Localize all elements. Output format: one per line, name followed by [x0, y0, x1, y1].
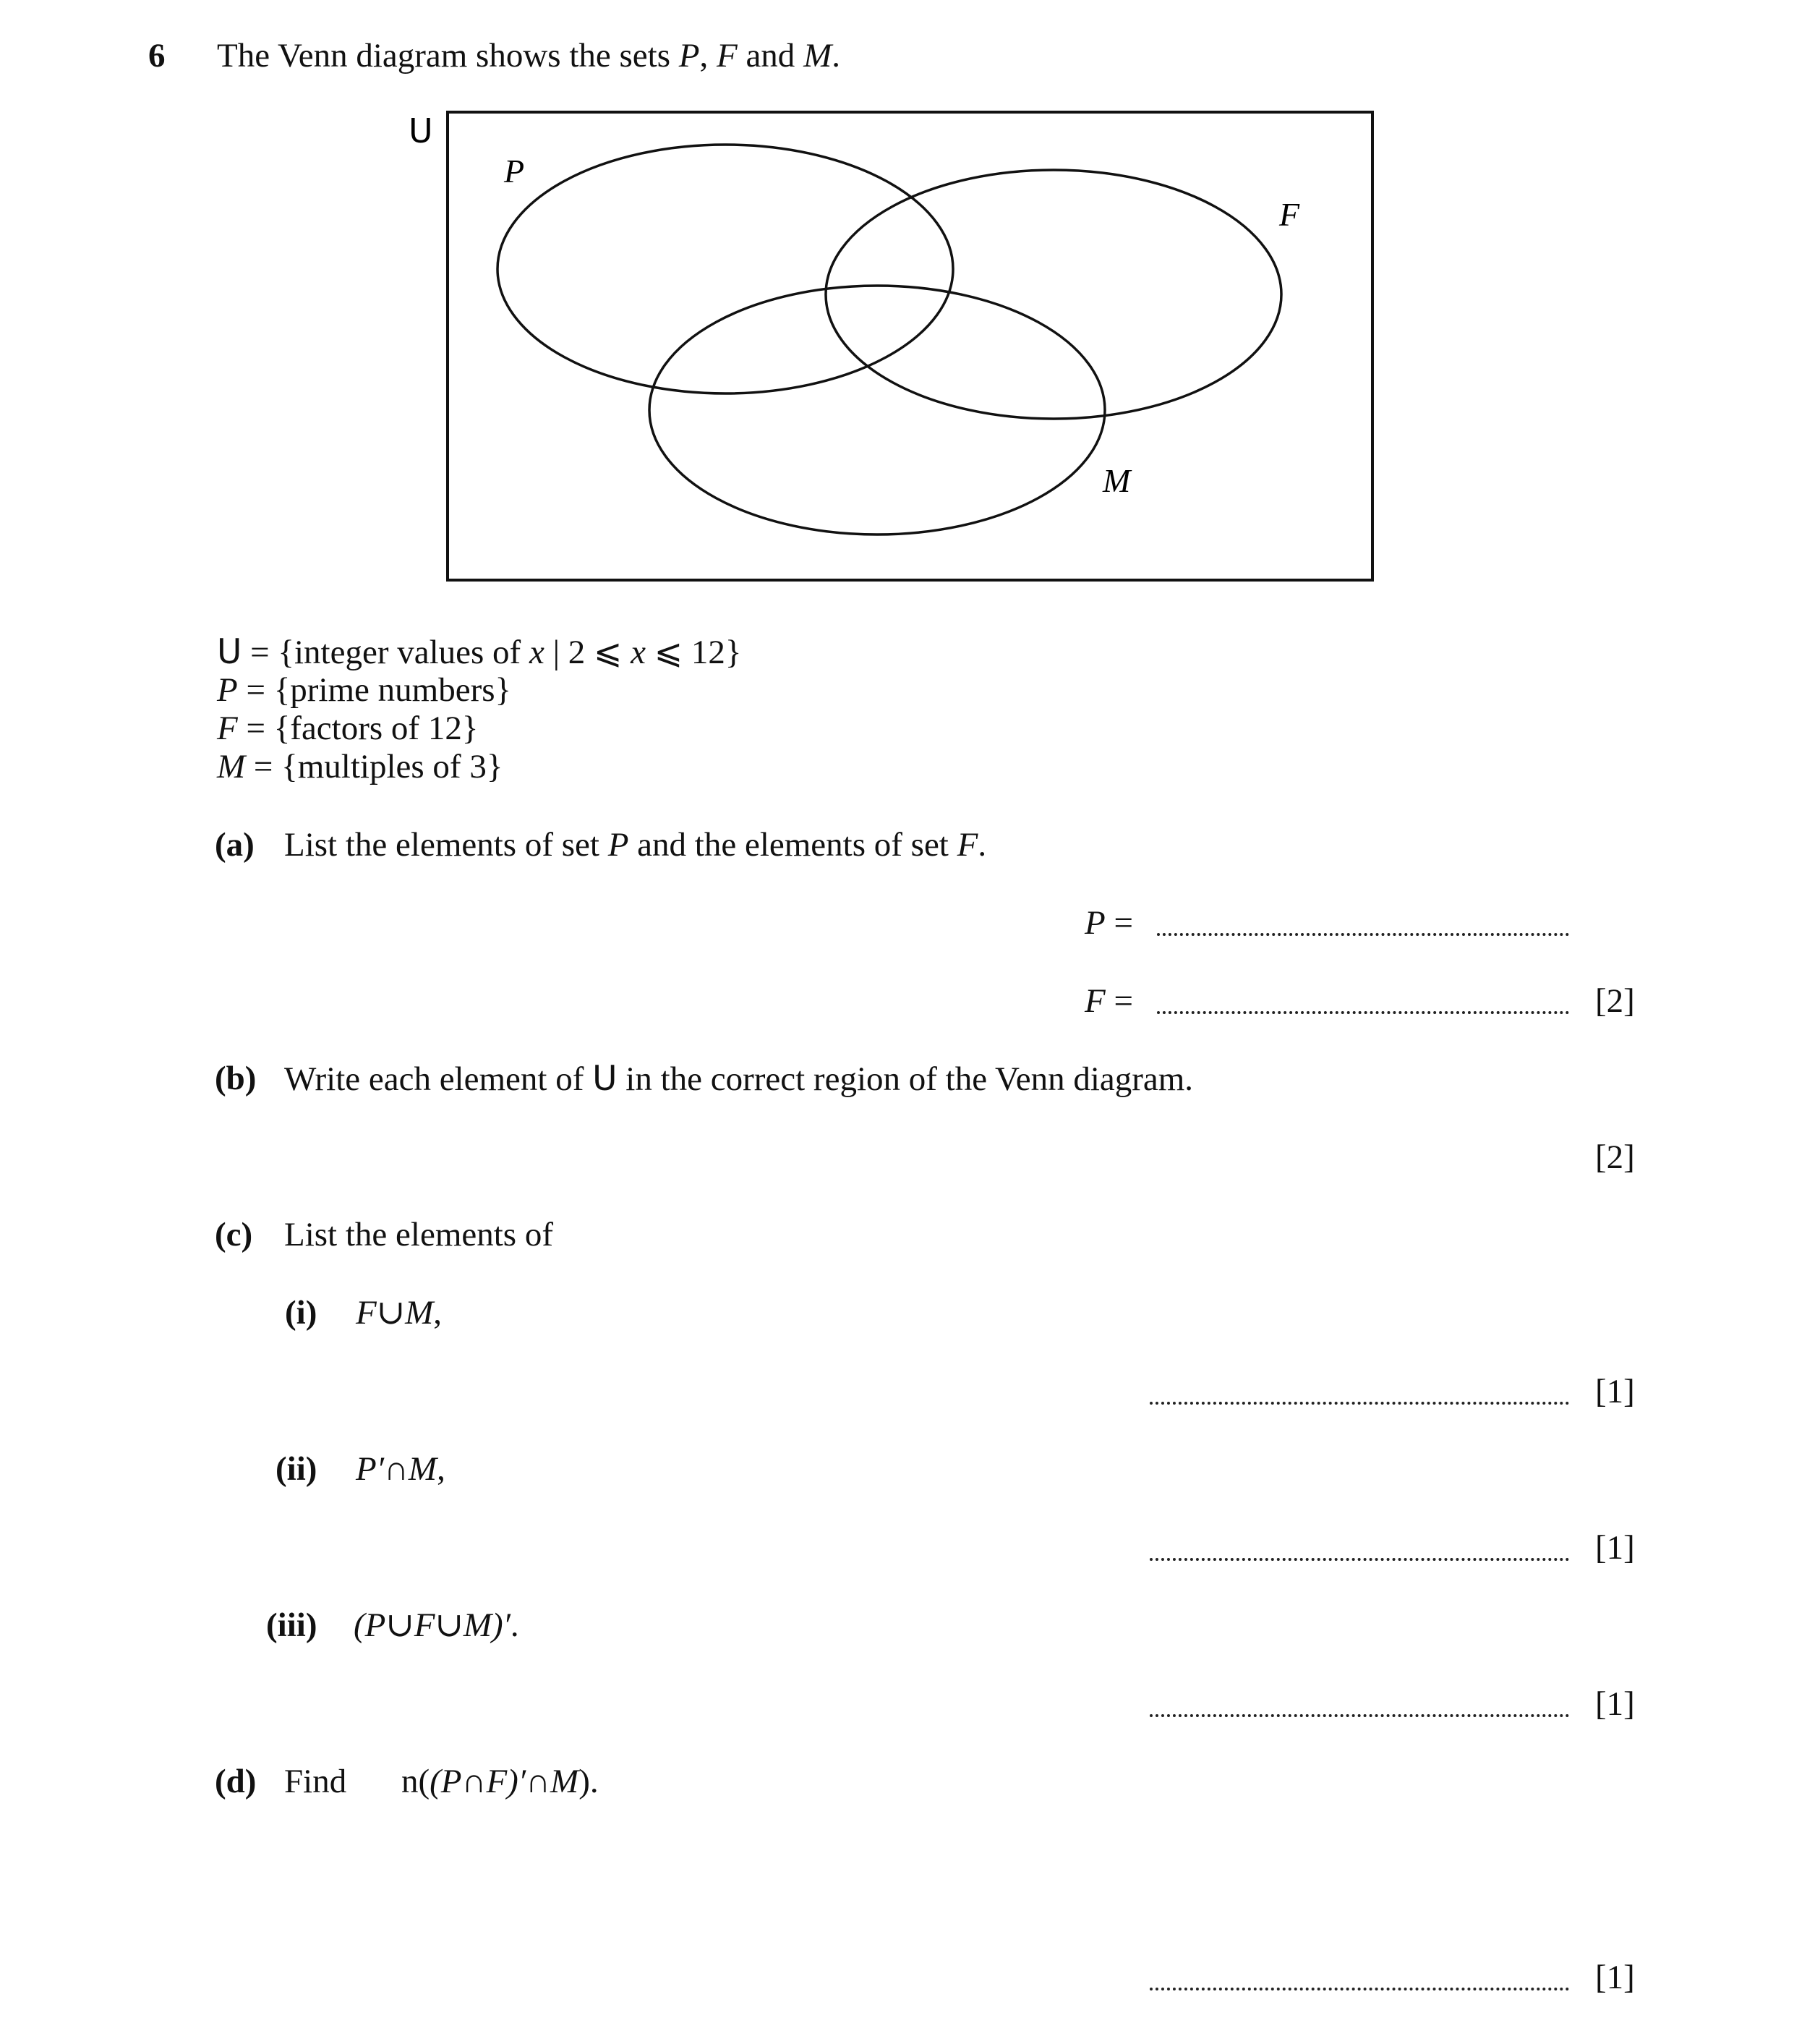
stem-text-2: , — [699, 37, 717, 74]
stem-text-3: and — [737, 37, 804, 74]
part-c-iii-expr — [354, 1606, 519, 1644]
part-d-expr-pre: n( — [401, 1763, 430, 1800]
def-u-text-a: {integer values of — [278, 634, 529, 671]
stem-set-f: F — [716, 37, 738, 74]
universal-set-rectangle — [448, 112, 1372, 580]
answer-f-line[interactable] — [1157, 1011, 1569, 1014]
part-a-label: (a) — [215, 826, 255, 864]
part-b-label: (b) — [215, 1060, 257, 1097]
stem-text-1: The Venn diagram shows the sets — [217, 37, 679, 74]
part-c-ii-expr — [356, 1452, 445, 1486]
definition-p — [217, 673, 511, 707]
part-b-text-b: in the correct region of the Venn diagram. — [617, 1060, 1194, 1098]
set-p-ellipse — [497, 145, 953, 393]
part-d-expr — [401, 1765, 599, 1799]
part-c-i-expr — [356, 1296, 442, 1330]
part-c-iii-label: (iii) — [266, 1606, 317, 1644]
part-d-label: (d) — [215, 1763, 257, 1800]
part-c-iii-punct: . — [510, 1606, 519, 1644]
venn-diagram — [0, 0, 1794, 593]
part-c-ii-punct: , — [437, 1450, 445, 1488]
def-m-symbol: M — [217, 748, 246, 785]
def-m-text: {multiples of 3} — [281, 748, 503, 785]
def-f-text: {factors of 12} — [273, 710, 479, 747]
part-b-text-a: Write each element of — [284, 1060, 593, 1098]
answer-p-label — [1085, 906, 1133, 940]
definition-m — [217, 750, 503, 784]
answer-f-symbol: F — [1085, 982, 1106, 1020]
def-u-var2: x — [631, 634, 646, 671]
part-d-text: Find — [284, 1763, 347, 1800]
part-b-text — [284, 1059, 1194, 1099]
part-c-i-marks: [1] — [1595, 1373, 1635, 1410]
set-f-label: F — [1279, 196, 1300, 233]
part-c-iii-expression: (P∪F∪M)′ — [354, 1606, 511, 1644]
universal-set-label: U — [409, 111, 433, 150]
part-a-set-f: F — [957, 826, 978, 864]
stem-set-p: P — [678, 37, 700, 74]
part-b-marks: [2] — [1595, 1138, 1635, 1176]
part-c-ii-answer-line[interactable] — [1150, 1558, 1569, 1561]
stem-set-m: M — [803, 37, 832, 74]
part-c-ii-label: (ii) — [275, 1450, 317, 1488]
part-a-text-1: List the elements of set — [284, 826, 608, 864]
def-f-eq: = — [237, 710, 274, 747]
part-a-text — [284, 828, 986, 862]
part-c-iii-marks: [1] — [1595, 1685, 1635, 1723]
def-m-eq: = — [245, 748, 282, 785]
set-m-ellipse — [649, 286, 1105, 535]
answer-p-symbol: P — [1085, 904, 1106, 942]
part-d-expr-post: ). — [578, 1763, 599, 1800]
def-p-symbol: P — [217, 671, 238, 709]
definition-f — [217, 712, 478, 746]
part-d-answer-line[interactable] — [1150, 1988, 1569, 1990]
set-f-ellipse — [826, 170, 1281, 419]
part-a-marks: [2] — [1595, 982, 1635, 1020]
answer-p-eq: = — [1105, 904, 1133, 942]
definition-u — [217, 632, 742, 672]
def-u-symbol: U — [217, 632, 242, 672]
part-c-ii-marks: [1] — [1595, 1529, 1635, 1567]
def-f-symbol: F — [217, 710, 238, 747]
part-c-iii-answer-line[interactable] — [1150, 1714, 1569, 1717]
part-d-expression: (P∩F)′∩M — [430, 1763, 579, 1800]
answer-p-line[interactable] — [1157, 933, 1569, 936]
def-p-eq: = — [237, 671, 274, 709]
def-u-text-c: ⩽ 12} — [646, 634, 742, 671]
set-m-label: M — [1103, 462, 1131, 499]
part-a-set-p: P — [607, 826, 629, 864]
part-d-marks: [1] — [1595, 1959, 1635, 1996]
answer-f-eq: = — [1105, 982, 1133, 1020]
part-c-i-expression: F∪M — [356, 1294, 434, 1332]
part-c-i-answer-line[interactable] — [1150, 1402, 1569, 1405]
def-p-text: {prime numbers} — [273, 671, 512, 709]
def-u-eq: = — [242, 634, 278, 671]
answer-f-label — [1085, 984, 1133, 1018]
part-c-i-punct: , — [433, 1294, 442, 1332]
part-a-text-2: and the elements of set — [628, 826, 957, 864]
part-b-symbol: U — [592, 1059, 618, 1099]
set-p-label: P — [504, 153, 525, 190]
def-u-var: x — [529, 634, 544, 671]
def-u-text-b: | 2 ⩽ — [544, 634, 631, 671]
part-c-ii-expression: P′∩M — [356, 1450, 437, 1488]
question-number: 6 — [148, 37, 166, 74]
part-c-text: List the elements of — [284, 1216, 553, 1253]
part-c-label: (c) — [215, 1216, 253, 1253]
part-a-text-3: . — [978, 826, 987, 864]
part-c-i-label: (i) — [285, 1294, 317, 1332]
stem-text-4: . — [832, 37, 840, 74]
